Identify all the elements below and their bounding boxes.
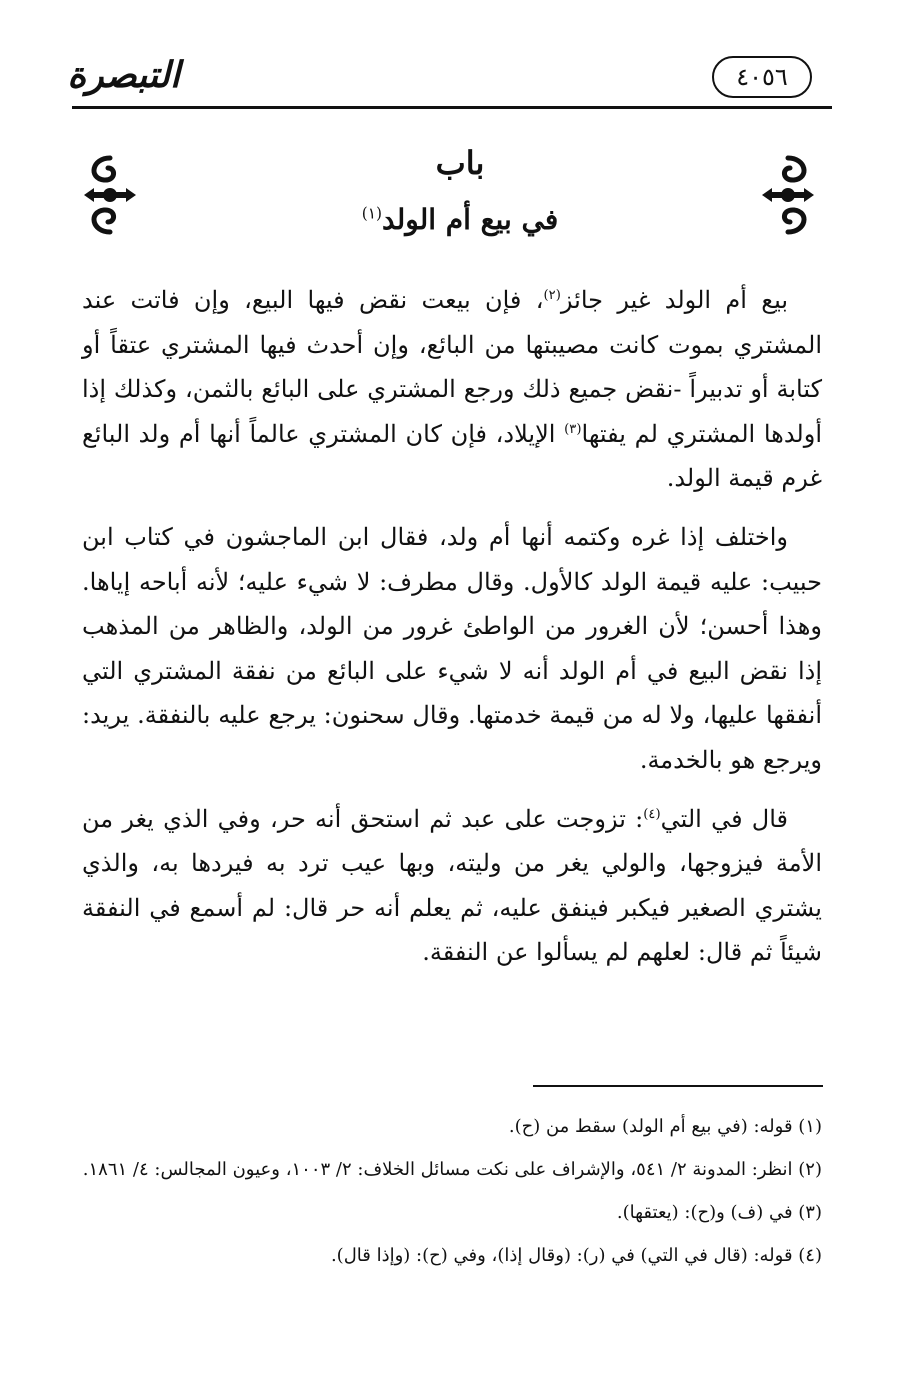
page-number-badge	[712, 56, 812, 98]
footnote: (٢) انظر: المدونة ٢/ ٥٤١، والإشراف على نكت مسائل الخلاف: ٢/ ١٠٠٣، وعيون المجالس: ٤/ ١٨٦١.	[82, 1159, 822, 1180]
paragraph	[82, 278, 822, 501]
paragraph-text: بيع أم الولد غير جائز	[560, 286, 788, 314]
footnotes	[82, 1108, 822, 1274]
paragraph-text: ، فإن بيعت نقض فيها البيع، وإن فاتت عند المشتري بموت كانت مصيبتها من البائع، وإن أحدث فيها المشتري عتقاً أو كتابة أو تدبيراً -نقض جميع ذلك ورجع المشتري على البائع بالثمن، وكذلك إذا أولدها المشتري لم يفتها	[82, 286, 822, 448]
paragraph-text: : تزوجت على عبد ثم استحق أنه حر، وفي الذي يغر من الأمة فيزوجها، والولي يغر من وليته، وبها عيب ترد به فيردها به، والذي يشتري الصغير فيكبر فينفق عليه، ثم يعلم أنه حر قال: لم أسمع في النفقة شيئاً ثم قال: لعلهم لم يسألوا عن النفقة.	[82, 804, 822, 967]
footnote-marker: (٣)	[564, 421, 582, 437]
footnote-marker: (١)	[361, 204, 383, 223]
chapter-title-text: في بيع أم الولد	[382, 203, 559, 236]
footnote-marker: (٢)	[543, 288, 561, 303]
footnote: (١) قوله: (في بيع أم الولد) سقط من (ح).	[508, 1116, 822, 1137]
header-rule	[72, 106, 832, 109]
chapter-title	[200, 203, 720, 236]
page-header	[67, 48, 840, 128]
ornament-right-icon	[758, 150, 818, 240]
body-text	[82, 278, 822, 975]
footnote-marker: (٤)	[643, 806, 661, 822]
paragraph	[82, 797, 822, 975]
paragraph-text: الإيلاد، فإن كان المشتري عالماً أنها أم ولد البائع غرم قيمة الولد.	[82, 419, 822, 493]
paragraph-text: واختلف إذا غره وكتمه أنها أم ولد، فقال ابن الماجشون في كتاب ابن حبيب: عليه قيمة الولد كالأول. وقال مطرف: لا شيء عليه؛ لأنه أباحه إياها. وهذا أحسن؛ لأن الغرور من الواطئ غرور من الولد، والظاهر من المذهب إذا نقض البيع في أم الولد أنه لا شيء على البائع من نفقة المشتري التي أنفقها عليها، ولا له من قيمة خدمتها. وقال سحنون: يرجع عليه بالنفقة. يريد: ويرجع هو بالخدمة.	[82, 522, 822, 774]
paragraph	[82, 515, 822, 783]
paragraph-text: قال في التي	[660, 804, 789, 833]
running-title: التبصرة	[67, 54, 180, 96]
ornament-left-icon	[80, 150, 140, 240]
footnote-rule	[533, 1085, 823, 1087]
chapter-word: باب	[435, 144, 485, 182]
footnote: (٤) قوله: (قال في التي) في (ر): (وقال إذا)، وفي (ح): (وإذا قال).	[330, 1245, 822, 1266]
footnote: (٣) في (ف) و(ح): (يعتقها).	[616, 1202, 822, 1223]
page-number: ٤٠٥٦	[736, 63, 788, 91]
